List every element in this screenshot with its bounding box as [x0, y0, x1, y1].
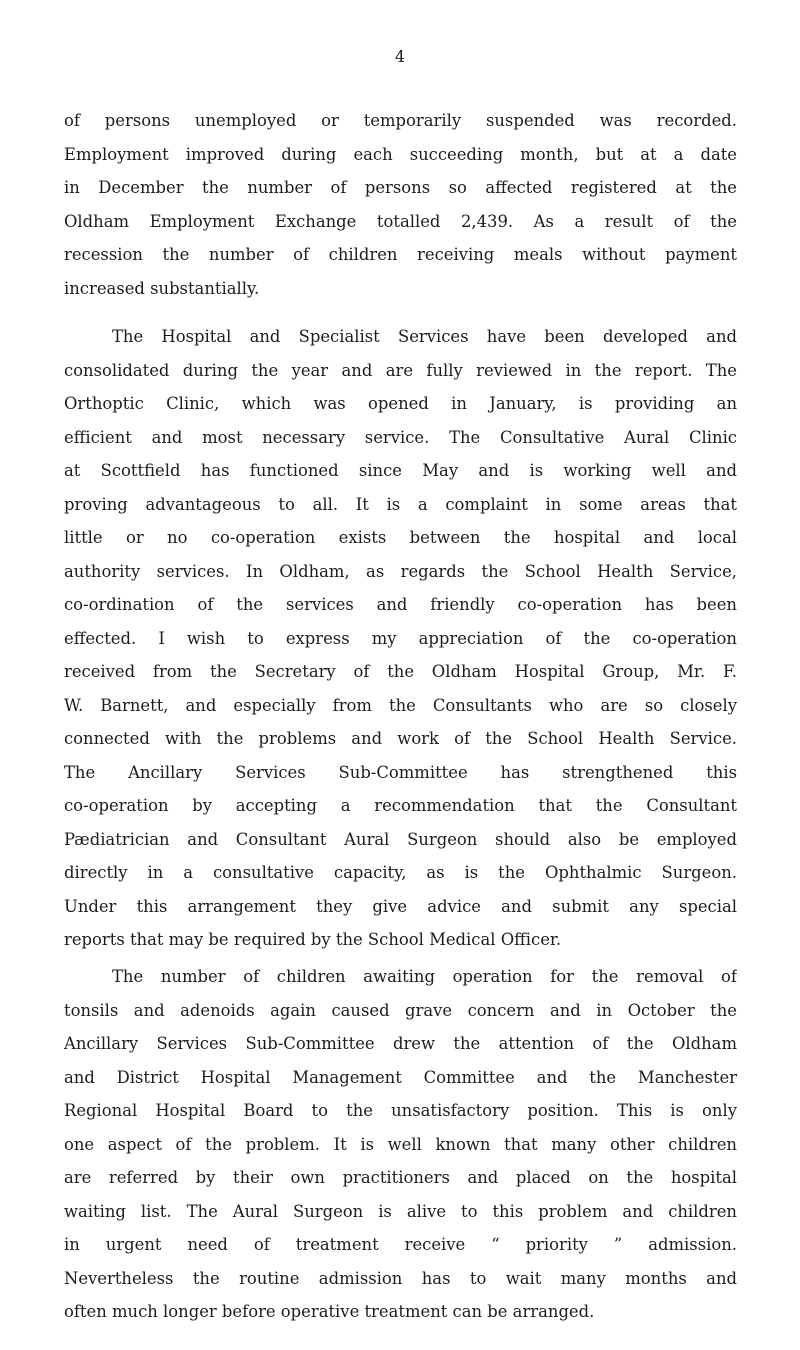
- paragraph-line: Under this arrangement they give advice and submit any special: [64, 896, 737, 916]
- paragraph-line: Nevertheless the routine admission has to wait many months and: [64, 1268, 737, 1288]
- paragraph-line: of persons unemployed or temporarily suspended was recorded.: [64, 111, 737, 130]
- paragraph-line: are referred by their own practitioners and placed on the hospital: [64, 1168, 737, 1187]
- paragraph-line: Regional Hospital Board to the unsatisfactory position. This is only: [64, 1101, 737, 1120]
- paragraph-unemployment: [64, 104, 737, 305]
- paragraph-hospital-services: [64, 320, 737, 957]
- paragraph-line: proving advantageous to all. It is a complaint in some areas that: [64, 494, 737, 514]
- paragraph-line: authority services. In Oldham, as regards the School Health Service,: [64, 561, 737, 581]
- paragraph-line: consolidated during the year and are fully reviewed in the report. The: [64, 360, 737, 380]
- paragraph-line: little or no co-operation exists between the hospital and local: [64, 528, 737, 547]
- page-number: 4: [394, 47, 406, 66]
- paragraph-line: co-operation by accepting a recommendation that the Consultant: [64, 796, 737, 815]
- paragraph-line: Oldham Employment Exchange totalled 2,439. As a result of the: [64, 211, 737, 231]
- paragraph-tonsils-adenoids: [64, 960, 737, 1329]
- paragraph-line: W. Barnett, and especially from the Consultants who are so closely: [64, 695, 737, 715]
- paragraph-line: connected with the problems and work of the School Health Service.: [64, 729, 737, 748]
- paragraph-line: Orthoptic Clinic, which was opened in January, is providing an: [64, 394, 737, 413]
- paragraph-line: at Scottfield has functioned since May and is working well and: [64, 461, 737, 480]
- paragraph-line: in urgent need of treatment receive “ priority ” admission.: [64, 1235, 737, 1254]
- paragraph-line: and District Hospital Management Committee and the Manchester: [64, 1067, 737, 1087]
- paragraph-line: Employment improved during each succeeding month, but at a date: [64, 144, 737, 164]
- paragraph-line: The Ancillary Services Sub-Committee has strengthened this: [64, 762, 737, 782]
- paragraph-line: The number of children awaiting operation for the removal of: [112, 967, 737, 986]
- paragraph-line: efficient and most necessary service. The Consultative Aural Clinic: [64, 427, 737, 447]
- paragraph-line: Ancillary Services Sub-Committee drew the attention of the Oldham: [64, 1034, 737, 1053]
- paragraph-line: tonsils and adenoids again caused grave concern and in October the: [64, 1000, 737, 1020]
- paragraph-line: waiting list. The Aural Surgeon is alive to this problem and children: [64, 1201, 737, 1221]
- paragraph-line: received from the Secretary of the Oldham Hospital Group, Mr. F.: [64, 662, 737, 681]
- paragraph-line: Pædiatrician and Consultant Aural Surgeon should also be employed: [64, 829, 737, 849]
- paragraph-line: The Hospital and Specialist Services have been developed and: [112, 327, 737, 346]
- paragraph-line: effected. I wish to express my appreciation of the co-operation: [64, 628, 737, 648]
- paragraph-line: reports that may be required by the School Medical Officer.: [64, 930, 562, 949]
- paragraph-line: increased substantially.: [64, 278, 260, 298]
- paragraph-line: recession the number of children receiving meals without payment: [64, 245, 737, 264]
- paragraph-line: one aspect of the problem. It is well known that many other children: [64, 1134, 737, 1154]
- paragraph-line: directly in a consultative capacity, as is the Ophthalmic Surgeon.: [64, 863, 737, 882]
- paragraph-line: co-ordination of the services and friendly co-operation has been: [64, 595, 737, 614]
- paragraph-line: often much longer before operative treatment can be arranged.: [64, 1302, 595, 1321]
- paragraph-line: in December the number of persons so affected registered at the: [64, 178, 737, 197]
